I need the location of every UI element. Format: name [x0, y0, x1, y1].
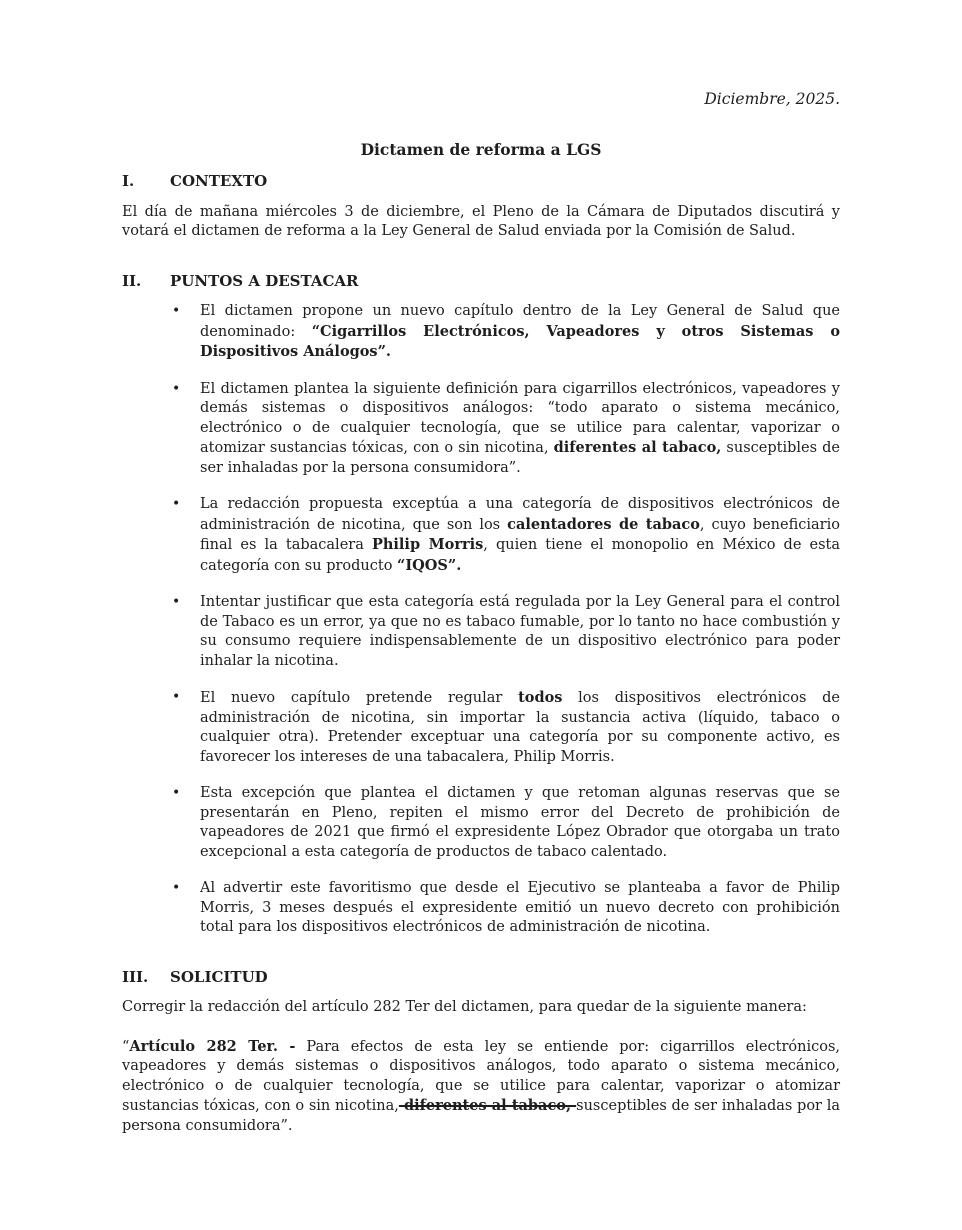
text-run: Philip Morris: [371, 536, 484, 553]
section: [122, 968, 840, 1137]
section-heading-text: CONTEXTO: [170, 172, 268, 190]
section-heading-text: SOLICITUD: [170, 967, 268, 986]
text-run: “Cigarrillos Electrónicos, Vapeadores y otros Sistemas o Dispositivos Análogos”.: [200, 322, 840, 360]
list-item: [122, 879, 840, 938]
text-run: susceptibles de ser inhaladas por la persona consumidora”.: [200, 440, 840, 476]
bullet-icon: •: [172, 496, 181, 512]
bullet-icon: •: [172, 303, 181, 319]
text-run: “: [122, 1038, 130, 1055]
text-run: El nuevo capítulo pretende regular: [200, 690, 519, 706]
list-item: [122, 593, 840, 671]
text-run: La redacción propuesta exceptúa a una categoría de dispositivos electrónicos de administración de nicotina, que son los: [200, 496, 840, 533]
bullet-text: [200, 593, 840, 671]
section-heading: [122, 172, 840, 192]
bullet-icon: •: [172, 380, 181, 397]
text-run: , quien tiene el monopolio en México de esta categoría con su producto: [200, 537, 840, 574]
text-run: todos: [518, 689, 563, 706]
bullet-text: [200, 879, 840, 938]
paragraph: [122, 998, 840, 1018]
bullet-text: [200, 495, 840, 576]
text-run: El día de mañana miércoles 3 de diciembre, el Pleno de la Cámara de Diputados discutirá y votará el dictamen de reforma a la Ley General de Salud enviada por la Comisión de Salud.: [122, 203, 840, 239]
section: [122, 172, 840, 242]
text-run: El dictamen plantea la siguiente definición para cigarrillos electrónicos, vapeadores y demás sistemas o dispositivos análogos: “todo aparato o sistema mecánico, electrónico o de cualquier tecnología, que se utilice para calentar, vaporizar o atomizar sustancias tóxicas, con o sin nicotina,: [200, 380, 840, 456]
text-run: Al advertir este favoritismo que desde el Ejecutivo se planteaba a favor de Philip Morris, 3 meses después el expresidente emitió un nuevo decreto con prohibición total para los dispositivos electrónicos de administración de nicotina.: [200, 880, 840, 935]
text-run: Corregir la redacción del artículo 282 Ter del dictamen, para quedar de la siguiente manera:: [122, 999, 807, 1015]
text-run: susceptibles de ser inhaladas por la persona consumidora”.: [122, 1098, 840, 1134]
section-heading: [122, 272, 840, 292]
page-title: Dictamen de reforma a LGS: [360, 139, 602, 159]
section-number: III.: [122, 967, 149, 986]
section-heading-text: PUNTOS A DESTACAR: [170, 271, 359, 290]
paragraph: [122, 1037, 840, 1137]
text-run: Para efectos de esta ley se entiende por: cigarrillos electrónicos, vapeadores y demás sistemas o dispositivos análogos, todo aparato o sistema mecánico, electrónico o de cualquier tecnología, que se utilice para calentar, vaporizar o atomizar sustancias tóxicas, con o sin nicotina,: [122, 1038, 840, 1114]
text-run: El dictamen propone un nuevo capítulo dentro de la Ley General de Salud que denominado:: [200, 303, 840, 340]
text-run: Artículo 282 Ter. -: [129, 1037, 296, 1055]
section: [122, 272, 840, 938]
section-number: I.: [122, 172, 135, 190]
section-heading: [122, 968, 840, 988]
bullet-text: [200, 784, 840, 862]
section-number: II.: [122, 271, 142, 290]
bullet-icon: •: [172, 785, 181, 801]
text-run: Intentar justificar que esta categoría está regulada por la Ley General para el control de Tabaco es un error, ya que no es tabaco fumable, por lo tanto no hace combustión y su consumo requiere indispensablemente de un dispositivo electrónico para poder inhalar la nicotina.: [200, 594, 840, 669]
list-item: [122, 495, 840, 576]
text-run: diferentes al tabaco,: [553, 439, 722, 456]
bullet-icon: •: [172, 880, 181, 896]
bullet-text: [200, 380, 840, 479]
text-run: “IQOS”.: [397, 556, 462, 574]
text-run: diferentes al tabaco,: [398, 1097, 577, 1114]
list-item: [122, 380, 840, 479]
bullet-icon: •: [172, 594, 181, 610]
text-run: Esta excepción que plantea el dictamen y que retoman algunas reservas que se presentarán en Pleno, repiten el mismo error del Decreto de prohibición de vapeadores de 2021 que firmó el expresidente López Obrador que otorgaba un trato excepcional a esta categoría de productos de tabaco calentado.: [200, 785, 840, 860]
bullet-icon: •: [172, 689, 181, 705]
text-run: los dispositivos electrónicos de administración de nicotina, sin importar la sustancia activa (líquido, tabaco o cualquier otra). Pretender exceptuar una categoría por su componente activo, es favorecer los intereses de una tabacalera, Philip Morris.: [200, 690, 841, 765]
sections-container: [122, 172, 840, 1136]
text-run: calentadores de tabaco: [507, 515, 700, 533]
list-item: [122, 302, 840, 363]
bullet-text: [200, 302, 840, 363]
list-item: [122, 784, 840, 862]
bullet-text: [200, 688, 840, 767]
paragraph: [122, 203, 840, 242]
list-item: [122, 688, 840, 767]
date-line: Diciembre, 2025.: [704, 90, 840, 108]
text-run: , cuyo beneficiario final es la tabacalera: [200, 516, 840, 553]
